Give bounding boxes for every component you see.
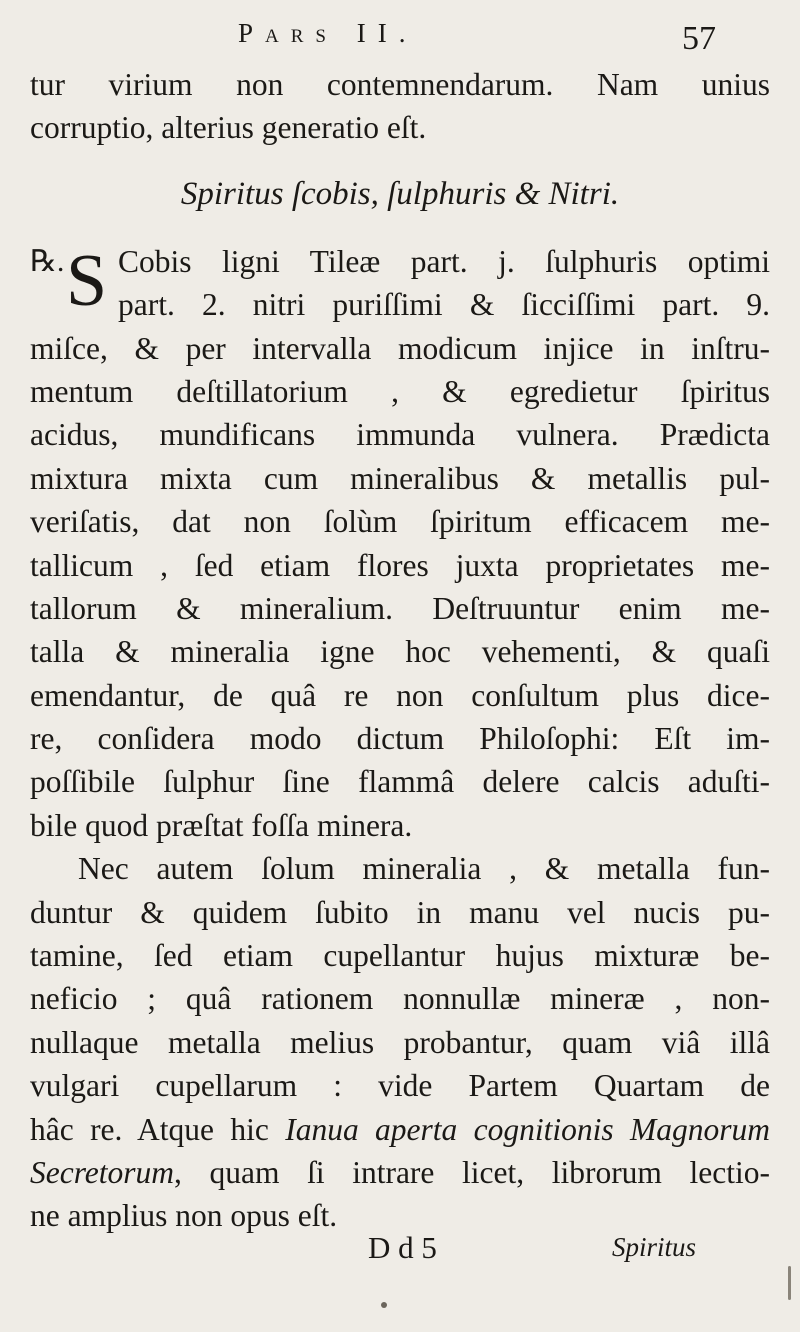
text-line: Nec autem ſolum mineralia , & metalla fun- <box>78 851 770 887</box>
text-line: tamine, ſed etiam cupellantur hujus mixturæ be- <box>30 938 770 974</box>
text-line: tur virium non contemnendarum. Nam unius <box>30 67 770 102</box>
text-line: tallorum & mineralium. Deſtruuntur enim me- <box>30 590 770 626</box>
text-line: neficio ; quâ rationem nonnullæ mineræ , non- <box>30 981 770 1017</box>
text-line: nullaque metalla melius probantur, quam viâ illâ <box>30 1024 770 1060</box>
text-line: re, conſidera modo dictum Philoſophi: Eſt im- <box>30 721 770 757</box>
recipe-opening <box>30 240 770 327</box>
drop-capital: S <box>66 239 108 322</box>
paper-speck <box>381 1302 387 1308</box>
recipe-symbol: ℞. <box>30 244 65 278</box>
section-heading: Spiritus ſcobis, ſulphuris & Nitri. <box>180 176 620 213</box>
text-line: veriſatis, dat non ſolùm ſpiritum efficacem me- <box>30 504 770 540</box>
running-head: Pars II. <box>238 18 418 48</box>
page-footer <box>0 1230 800 1274</box>
text-line: poſſibile ſulphur ſine flammâ delere calcis aduſti- <box>30 764 770 800</box>
text-line-mixed <box>30 1151 770 1194</box>
page-header <box>0 18 800 58</box>
text-segment: hâc re. Atque hic <box>30 1111 286 1147</box>
text-line: mentum deſtillatorium , & egredietur ſpiritus <box>30 373 770 409</box>
paper-speck <box>788 1266 791 1300</box>
catchword: Spiritus <box>612 1232 697 1262</box>
text-block <box>30 63 770 1238</box>
text-segment: , quam ſi intrare licet, librorum lectio- <box>174 1154 770 1190</box>
text-line: bile quod præſtat foſſa minera. <box>30 807 413 843</box>
signature-mark: D d 5 <box>368 1230 437 1265</box>
text-line: miſce, & per intervalla modicum injice in inſtru- <box>30 330 770 366</box>
text-line: mixtura mixta cum mineralibus & metallis pul- <box>30 460 770 496</box>
text-line: part. 2. nitri puriſſimi & ſicciſſimi part. 9. <box>118 287 770 323</box>
text-line: talla & mineralia igne hoc vehementi, & quaſi <box>30 634 770 670</box>
text-line: tallicum , ſed etiam flores juxta proprietates me- <box>30 547 770 583</box>
italic-title-segment: Ianua aperta cognitionis Magnorum <box>285 1111 770 1147</box>
text-line: corruptio, alterius generatio eſt. <box>30 110 427 146</box>
text-line: vulgari cupellarum : vide Partem Quartam de <box>30 1068 770 1104</box>
italic-title-segment: Secretorum <box>30 1154 175 1190</box>
recipe-first-lines <box>118 240 770 327</box>
text-line-mixed <box>30 1108 770 1151</box>
page-number: 57 <box>682 20 716 57</box>
text-line: acidus, mundificans immunda vulnera. Prædicta <box>30 417 770 453</box>
text-line: Cobis ligni Tileæ part. j. ſulphuris optimi <box>118 243 770 279</box>
text-line: ne amplius non opus eſt. <box>30 1198 338 1234</box>
text-line: duntur & quidem ſubito in manu vel nucis pu- <box>30 894 770 930</box>
dropcap-box <box>30 240 118 326</box>
text-line: emendantur, de quâ re non conſultum plus dice- <box>30 677 770 713</box>
section-heading-block <box>30 150 770 240</box>
